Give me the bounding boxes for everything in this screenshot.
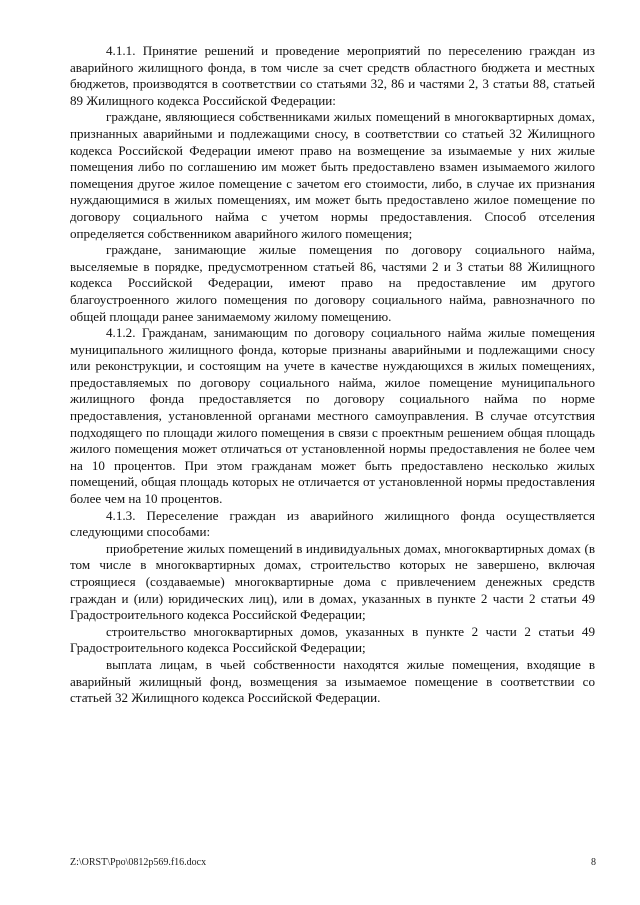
paragraph-4-1-3: 4.1.3. Переселение граждан из аварийного жилищного фонда осуществляется следующими способами: — [70, 507, 595, 540]
paragraph-4-1-1: 4.1.1. Принятие решений и проведение мероприятий по переселению граждан из аварийного жилищного фонда, в том числе за счет средств областного бюджета и местных бюджетов, производятся в соответствии со статьями 32, 86 и частями 2, 3 статьи 88, статьей 89 Жилищного кодекса Российской Федерации: — [70, 43, 595, 108]
page-number: 8 — [591, 857, 596, 868]
footer-file-path: Z:\ORST\Ppo\0812p569.f16.docx — [70, 857, 207, 868]
paragraph-owners: граждане, являющиеся собственниками жилых помещений в многоквартирных домах, признанных аварийными и подлежащими сносу, в соответствии со статьей 32 Жилищного кодекса Российской Федерации имеют право на возмещение за изымаемые у них жилые помещения либо по соглашению им может быть предоставлено взамен изымаемого жилого помещения другое жилое помещение с зачетом его стоимости, либо, в случае их признания нуждающимися в жилых помещениях, им может быть предоставлено жилое помещение по договору социального найма с учетом нормы предоставления. Способ отселения определяется собственником аварийного жилого помещения; — [70, 109, 595, 241]
paragraph-social-tenants: граждане, занимающие жилые помещения по договору социального найма, выселяемые в порядке, предусмотренном статьей 86, частями 2 и 3 статьи 88 Жилищного кодекса Российской Федерации, имеют право на предоставление им другого благоустроенного жилого помещения по договору социального найма, равнозначного по общей площади ранее занимаемому жилому помещению. — [70, 242, 595, 324]
document-body — [70, 43, 595, 707]
paragraph-acquisition: приобретение жилых помещений в индивидуальных домах, многоквартирных домах (в том числе в многоквартирных домах, строительство которых не завершено, включая строящиеся (создаваемые) многоквартирные дома с привлечением денежных средств граждан и (или) юридических лиц), или в домах, указанных в пункте 2 части 2 статьи 49 Градостроительного кодекса Российской Федерации; — [70, 540, 595, 623]
paragraph-construction: строительство многоквартирных домов, указанных в пункте 2 части 2 статьи 49 Градостроительного кодекса Российской Федерации; — [70, 623, 595, 656]
paragraph-compensation: выплата лицам, в чьей собственности находятся жилые помещения, входящие в аварийный жилищный фонд, возмещения за изымаемое помещение в соответствии со статьей 32 Жилищного кодекса Российской Федерации. — [70, 656, 595, 706]
paragraph-4-1-2: 4.1.2. Гражданам, занимающим по договору социального найма жилые помещения муниципального жилищного фонда, которые признаны аварийными и подлежащими сносу или реконструкции, и состоящим на учете в качестве нуждающихся в жилых помещениях, предоставляемых по договору социального найма, жилое помещение муниципального жилищного фонда предоставляется по договору социального найма по норме предоставления, установленной органами местного самоуправления. В случае отсутствия подходящего по площади жилого помещения в связи с проектным решением общая площадь жилого помещения может отличаться от установленной нормы предоставления не более чем на 10 процентов. При этом гражданам может быть предоставлено несколько жилых помещений, общая площадь которых не отличается от установленной нормы предоставления более чем на 10 процентов. — [70, 325, 595, 507]
